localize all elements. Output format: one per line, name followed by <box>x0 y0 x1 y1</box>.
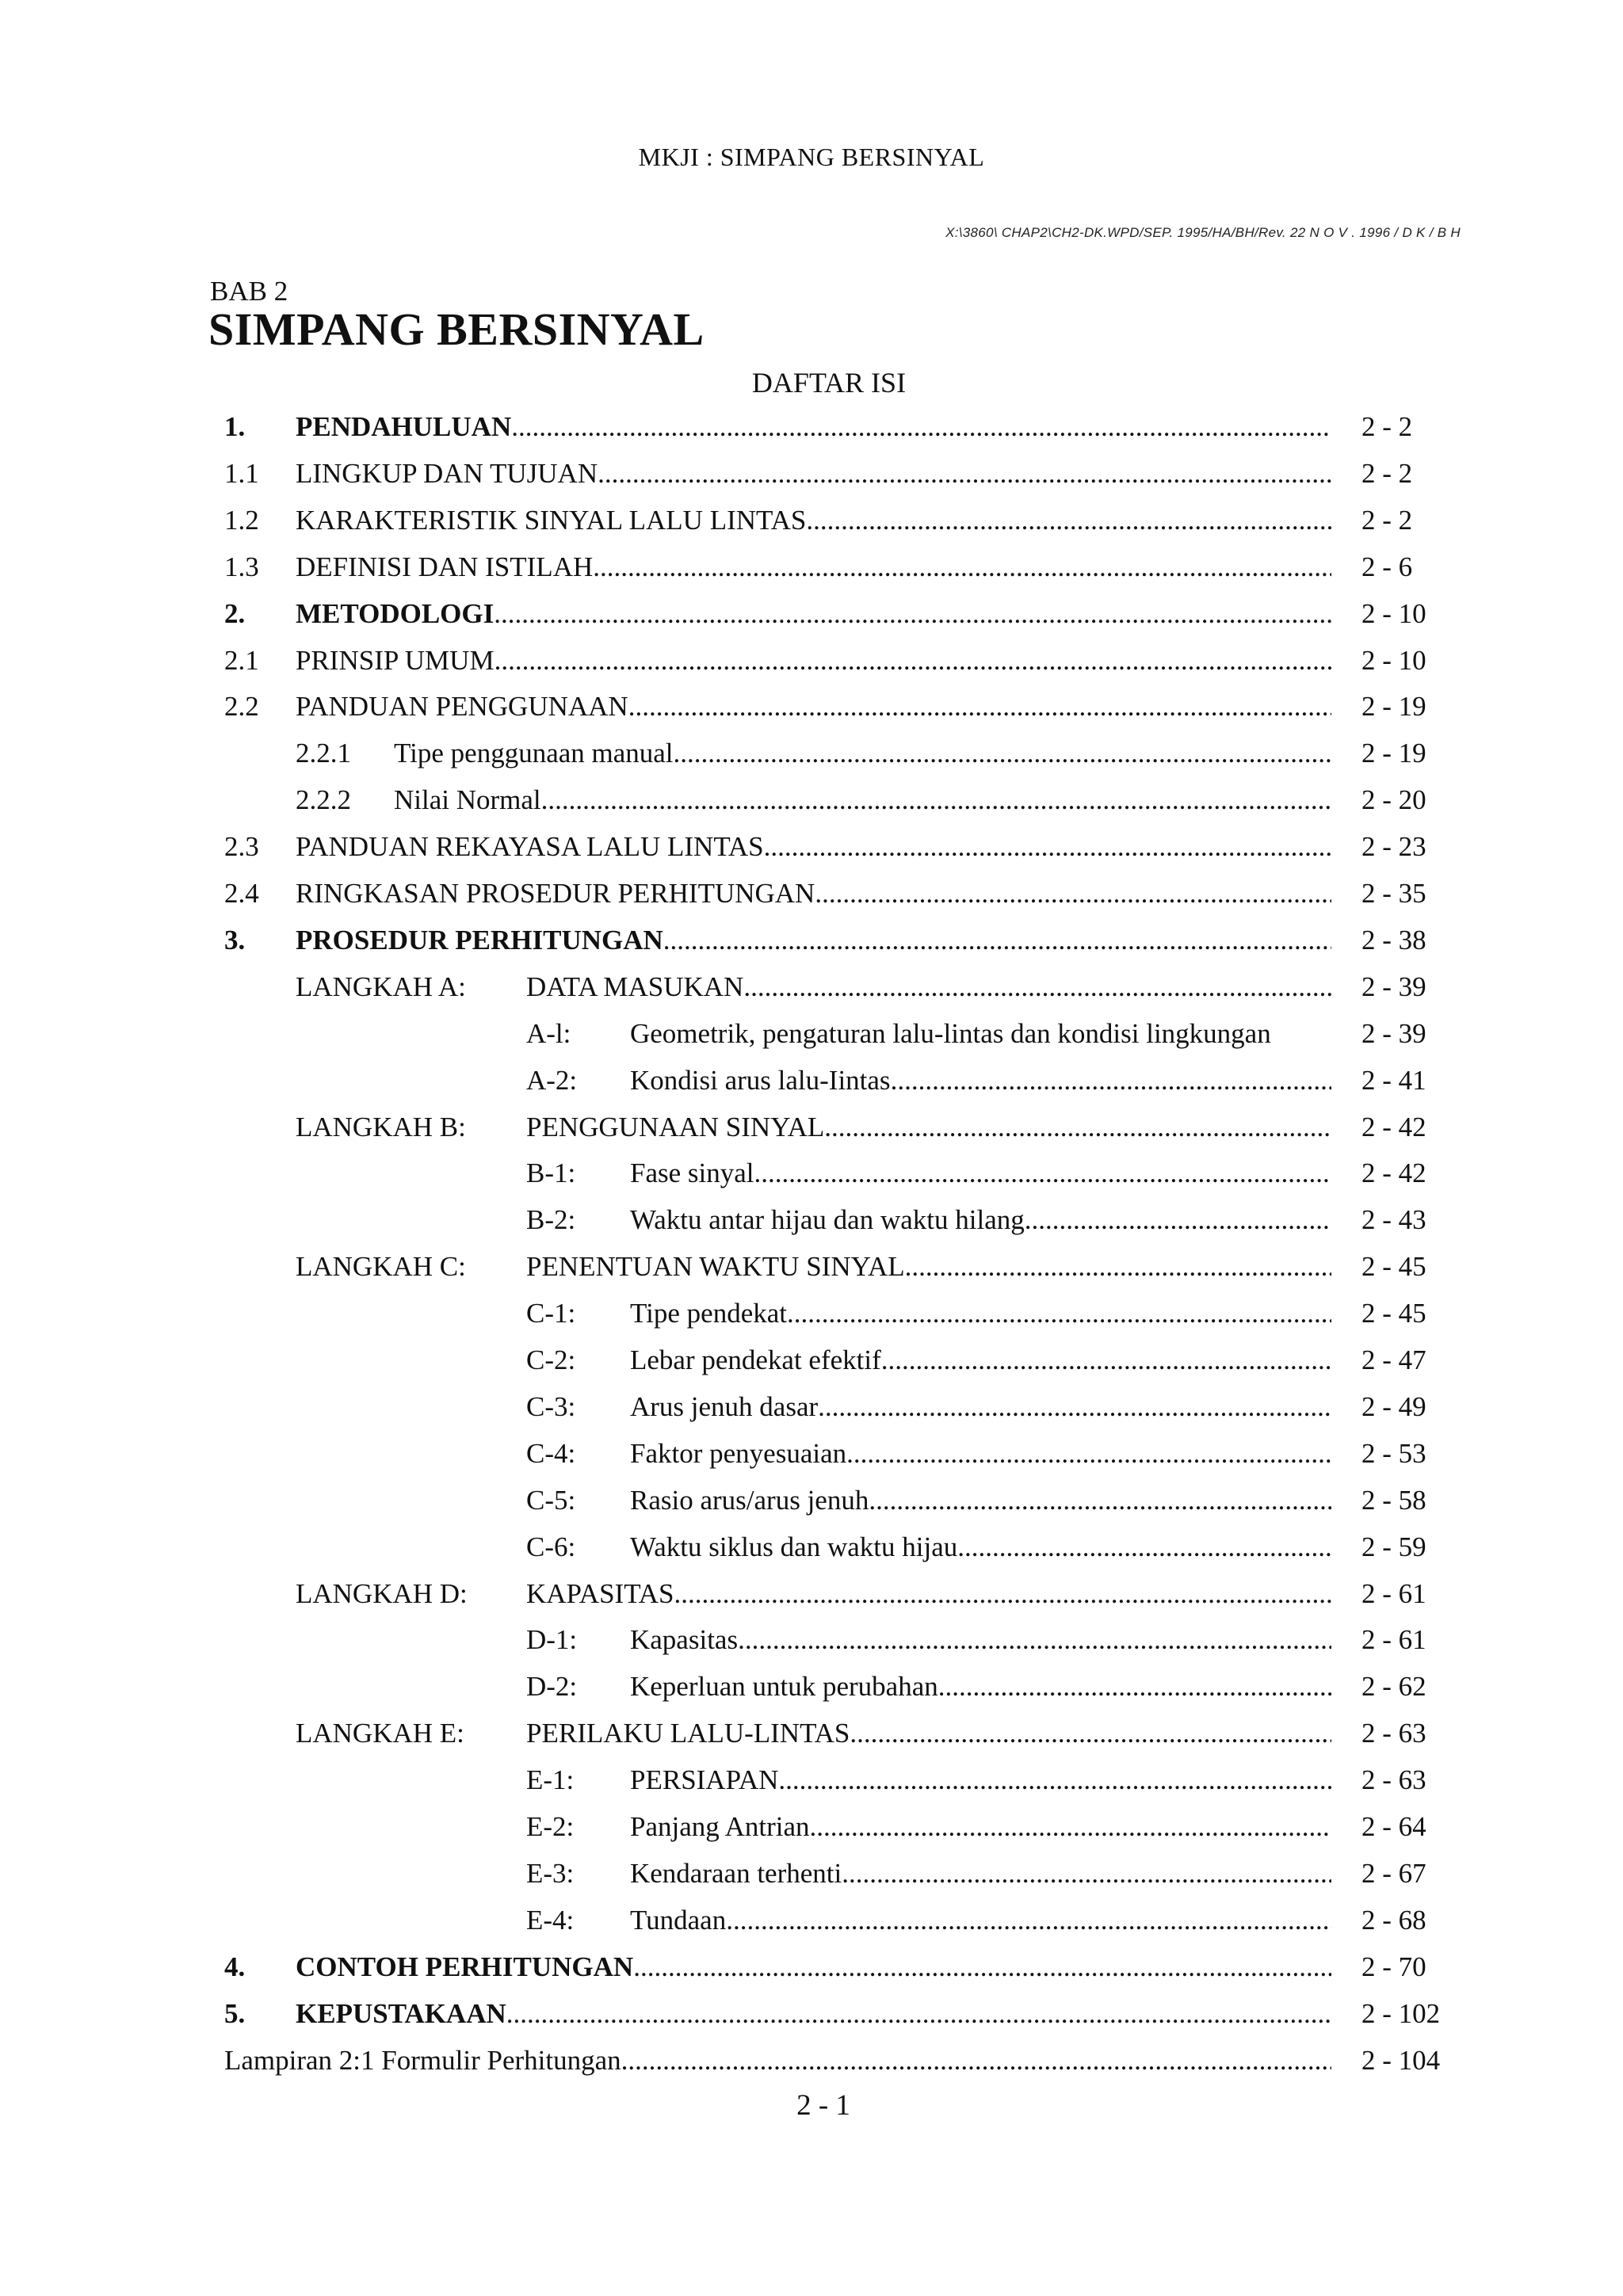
toc-number: 2.2.2 <box>296 784 351 816</box>
toc-page-number: 2 - 63 <box>1361 1718 1426 1749</box>
toc-entry <box>394 730 1331 776</box>
toc-entry <box>296 591 1331 637</box>
toc-row[interactable] <box>0 404 1623 450</box>
toc-entry <box>296 638 1331 684</box>
toc-entry <box>526 1244 1331 1290</box>
toc-entry-title: KAPASITAS <box>526 1577 674 1609</box>
toc-leader-dots <box>541 777 1331 823</box>
toc-number: 1.2 <box>224 504 259 536</box>
toc-entry-title: METODOLOGI <box>296 597 495 629</box>
toc-leader-dots <box>506 1991 1331 2037</box>
toc-entry-title: Fase sinyal <box>630 1158 754 1189</box>
toc-page-number: 2 - 35 <box>1361 878 1426 909</box>
toc-page-number: 2 - 47 <box>1361 1344 1426 1375</box>
toc-entry-title: Kapasitas <box>630 1624 739 1656</box>
toc-row[interactable] <box>0 591 1623 637</box>
toc-row[interactable] <box>0 2038 1623 2084</box>
toc-page-number: 2 - 41 <box>1361 1064 1426 1096</box>
toc-entry <box>224 2038 1331 2084</box>
toc-entry <box>630 1664 1331 1710</box>
toc-page-number: 2 - 45 <box>1361 1298 1426 1329</box>
toc-entry <box>296 871 1331 917</box>
toc-row[interactable] <box>0 1291 1623 1337</box>
toc-row[interactable] <box>0 638 1623 684</box>
toc-entry <box>630 1058 1331 1104</box>
toc-row[interactable] <box>0 1011 1623 1057</box>
toc-leader-dots <box>778 1757 1331 1803</box>
toc-row[interactable] <box>0 1150 1623 1196</box>
toc-number: LANGKAH B: <box>296 1111 466 1142</box>
toc-number: 2.1 <box>224 644 259 676</box>
toc-number: C-3: <box>526 1390 576 1422</box>
toc-row[interactable] <box>0 1664 1623 1710</box>
toc-page-number: 2 - 42 <box>1361 1111 1426 1142</box>
toc-number: 3. <box>224 924 246 955</box>
toc-entry-title: KARAKTERISTIK SINYAL LALU LINTAS <box>296 504 807 536</box>
toc-row[interactable] <box>0 1804 1623 1850</box>
toc-page-number: 2 - 23 <box>1361 831 1426 863</box>
toc-entry <box>296 544 1331 590</box>
toc-row[interactable] <box>0 777 1623 823</box>
toc-row[interactable] <box>0 824 1623 870</box>
toc-leader-dots <box>593 544 1331 590</box>
toc-entry <box>630 1524 1331 1570</box>
toc-page-number: 2 - 2 <box>1361 504 1413 536</box>
toc-page-number: 2 - 58 <box>1361 1484 1426 1516</box>
toc-page-number: 2 - 39 <box>1361 1017 1426 1049</box>
toc-entry <box>394 777 1331 823</box>
toc-entry <box>630 1617 1331 1663</box>
toc-number: D-2: <box>526 1671 578 1703</box>
toc-entry-title: DEFINISI DAN ISTILAH <box>296 551 594 582</box>
toc-entry-title: Nilai Normal <box>394 784 541 816</box>
file-reference: X:\3860\ CHAP2\CH2-DK.WPD/SEP. 1995/HA/BH/Rev. 22 N O V . 1996 / D K / B H <box>945 225 1461 240</box>
toc-leader-dots <box>806 498 1331 543</box>
toc-row[interactable] <box>0 451 1623 497</box>
toc-entry-title: CONTOH PERHITUNGAN <box>296 1951 634 1982</box>
toc-number: C-4: <box>526 1437 576 1469</box>
toc-entry <box>296 917 1331 963</box>
toc-row[interactable] <box>0 1524 1623 1570</box>
toc-number: 2.2 <box>224 691 259 723</box>
toc-page-number: 2 - 19 <box>1361 738 1426 769</box>
toc-entry <box>630 1337 1331 1383</box>
toc-entry-title: Keperluan untuk perubahan <box>630 1671 938 1703</box>
toc-page-number: 2 - 39 <box>1361 971 1426 1002</box>
toc-number: 4. <box>224 1951 246 1982</box>
toc-leader-dots <box>743 964 1331 1010</box>
toc-entry <box>630 1804 1331 1850</box>
toc-row[interactable] <box>0 1944 1623 1990</box>
toc-page-number: 2 - 20 <box>1361 784 1426 816</box>
toc-leader-dots <box>905 1244 1331 1290</box>
toc-number: 2.3 <box>224 831 259 863</box>
toc-row[interactable] <box>0 1431 1623 1477</box>
toc-leader-dots <box>957 1524 1331 1570</box>
toc-page-number: 2 - 42 <box>1361 1158 1426 1189</box>
toc-page-number: 2 - 6 <box>1361 551 1413 582</box>
toc-page-number: 2 - 10 <box>1361 644 1426 676</box>
toc-entry-title: Panjang Antrian <box>630 1811 810 1842</box>
toc-leader-dots <box>869 1478 1331 1524</box>
toc-number: C-1: <box>526 1298 576 1329</box>
toc-row[interactable] <box>0 684 1623 730</box>
toc-row[interactable] <box>0 498 1623 543</box>
toc-entry <box>296 498 1331 543</box>
toc-page-number: 2 - 70 <box>1361 1951 1426 1982</box>
toc-row[interactable] <box>0 1104 1623 1150</box>
toc-number: C-2: <box>526 1344 576 1375</box>
toc-number: E-1: <box>526 1764 575 1796</box>
toc-number: E-2: <box>526 1811 575 1842</box>
toc-page-number: 2 - 59 <box>1361 1531 1426 1562</box>
page-number: 2 - 1 <box>796 2089 850 2122</box>
toc-number: LANGKAH A: <box>296 971 466 1002</box>
toc-leader-dots <box>628 684 1331 730</box>
toc-number: C-5: <box>526 1484 576 1516</box>
toc-leader-dots <box>674 730 1331 776</box>
toc-leader-dots <box>726 1897 1331 1943</box>
toc-leader-dots <box>881 1337 1331 1383</box>
toc-leader-dots <box>511 404 1331 450</box>
chapter-title: SIMPANG BERSINYAL <box>208 303 705 355</box>
toc-entry-title: Geometrik, pengaturan lalu-lintas dan kondisi lingkungan <box>630 1017 1271 1049</box>
toc-entry <box>630 1291 1331 1337</box>
toc-page-number: 2 - 62 <box>1361 1671 1426 1703</box>
toc-row[interactable] <box>0 1851 1623 1897</box>
toc-row[interactable] <box>0 964 1623 1010</box>
toc-leader-dots <box>495 638 1331 684</box>
toc-number: B-2: <box>526 1204 576 1236</box>
toc-entry-title: Kondisi arus lalu-Iintas <box>630 1064 891 1096</box>
toc-entry-title: PRINSIP UMUM <box>296 644 495 676</box>
toc-page-number: 2 - 19 <box>1361 691 1426 723</box>
toc-entry-title: PENENTUAN WAKTU SINYAL <box>526 1251 905 1283</box>
toc-leader-dots <box>674 1571 1331 1617</box>
toc-entry <box>296 404 1331 450</box>
toc-leader-dots <box>824 1104 1331 1150</box>
toc-row[interactable] <box>0 1617 1623 1663</box>
toc-row[interactable] <box>0 1384 1623 1430</box>
toc-row[interactable] <box>0 1478 1623 1524</box>
chapter-label: BAB 2 <box>210 276 288 307</box>
toc-entry-title: Rasio arus/arus jenuh <box>630 1484 869 1516</box>
toc-heading: DAFTAR ISI <box>751 367 907 399</box>
toc-leader-dots <box>818 1384 1331 1430</box>
toc-entry <box>630 1150 1331 1196</box>
toc-entry-title: PROSEDUR PERHITUNGAN <box>296 924 663 955</box>
toc-entry-title: PANDUAN PENGGUNAAN <box>296 691 628 723</box>
toc-entry-title: PERSIAPAN <box>630 1764 779 1796</box>
toc-row[interactable] <box>0 1571 1623 1617</box>
toc-leader-dots <box>764 824 1331 870</box>
toc-number: LANGKAH E: <box>296 1718 464 1749</box>
toc-leader-dots <box>810 1804 1332 1850</box>
toc-entry-title: RINGKASAN PROSEDUR PERHITUNGAN <box>296 878 815 909</box>
toc-entry-title: LINGKUP DAN TUJUAN <box>296 457 598 489</box>
toc-entry <box>296 1991 1331 2037</box>
toc-page-number: 2 - 49 <box>1361 1390 1426 1422</box>
toc-entry-title: Faktor penyesuaian <box>630 1437 847 1469</box>
toc-entry-title: PERILAKU LALU-LINTAS <box>526 1718 850 1749</box>
toc-entry-title: Arus jenuh dasar <box>630 1390 819 1422</box>
toc-entry <box>296 1944 1331 1990</box>
toc-leader-dots <box>663 917 1331 963</box>
toc-entry-title: Kendaraan terhenti <box>630 1857 842 1889</box>
toc-row[interactable] <box>0 871 1623 917</box>
toc-entry <box>296 824 1331 870</box>
toc-leader-dots <box>891 1058 1331 1104</box>
toc-entry <box>526 1104 1331 1150</box>
toc-leader-dots <box>494 591 1331 637</box>
toc-number: 1.1 <box>224 457 259 489</box>
toc-number: 2. <box>224 597 246 629</box>
toc-number: 5. <box>224 1997 246 2029</box>
toc-number: A-2: <box>526 1064 578 1096</box>
toc-row[interactable] <box>0 917 1623 963</box>
toc-row[interactable] <box>0 1058 1623 1104</box>
toc-page-number: 2 - 68 <box>1361 1904 1426 1936</box>
toc-entry <box>630 1478 1331 1524</box>
toc-leader-dots <box>598 451 1331 497</box>
toc-page-number: 2 - 104 <box>1361 2044 1441 2076</box>
toc-entry <box>296 451 1331 497</box>
toc-leader-dots <box>846 1431 1331 1477</box>
toc-entry <box>630 1757 1331 1803</box>
toc-leader-dots <box>621 2038 1331 2084</box>
toc-entry-title: Waktu siklus dan waktu hijau <box>630 1531 958 1562</box>
toc-page-number: 2 - 53 <box>1361 1437 1426 1469</box>
toc-leader-dots <box>787 1291 1331 1337</box>
toc-leader-dots <box>754 1150 1331 1196</box>
toc-number: 1.3 <box>224 551 259 582</box>
toc-entry <box>526 1571 1331 1617</box>
toc-page-number: 2 - 2 <box>1361 411 1413 442</box>
toc-number: B-1: <box>526 1158 576 1189</box>
toc-entry-title: PANDUAN REKAYASA LALU LINTAS <box>296 831 764 863</box>
toc-row[interactable] <box>0 1897 1623 1943</box>
toc-entry-title: Tipe pendekat <box>630 1298 787 1329</box>
toc-entry-title: DATA MASUKAN <box>526 971 744 1002</box>
toc-page-number: 2 - 67 <box>1361 1857 1426 1889</box>
toc-entry-title: Lebar pendekat efektif <box>630 1344 881 1375</box>
toc-entry <box>526 1711 1331 1756</box>
toc-page-number: 2 - 61 <box>1361 1577 1426 1609</box>
toc-number: D-1: <box>526 1624 578 1656</box>
toc-entry <box>630 1384 1331 1430</box>
toc-page-number: 2 - 63 <box>1361 1764 1426 1796</box>
toc-page-number: 2 - 45 <box>1361 1251 1426 1283</box>
toc-leader-dots <box>842 1851 1331 1897</box>
toc-entry-title: PENGGUNAAN SINYAL <box>526 1111 825 1142</box>
toc-page-number: 2 - 2 <box>1361 457 1413 489</box>
toc-entry <box>630 1197 1331 1243</box>
toc-number: E-3: <box>526 1857 575 1889</box>
toc-leader-dots <box>738 1617 1331 1663</box>
toc-entry-title: KEPUSTAKAAN <box>296 1997 506 2029</box>
toc-entry <box>630 1897 1331 1943</box>
toc-row[interactable] <box>0 1197 1623 1243</box>
toc-number: E-4: <box>526 1904 575 1936</box>
toc-page-number: 2 - 10 <box>1361 597 1426 629</box>
toc-leader-dots <box>1025 1197 1331 1243</box>
toc-entry-title: Tundaan <box>630 1904 727 1936</box>
toc-leader-dots <box>633 1944 1331 1990</box>
toc-number: C-6: <box>526 1531 576 1562</box>
toc-row[interactable] <box>0 1337 1623 1383</box>
toc-number: LANGKAH D: <box>296 1577 468 1609</box>
toc-entry <box>630 1011 1331 1057</box>
toc-number: 2.4 <box>224 878 259 909</box>
toc-number: 1. <box>224 411 246 442</box>
toc-number: LANGKAH C: <box>296 1251 466 1283</box>
toc-row[interactable] <box>0 1991 1623 2037</box>
toc-page-number: 2 - 61 <box>1361 1624 1426 1656</box>
toc-row[interactable] <box>0 544 1623 590</box>
toc-row[interactable] <box>0 1757 1623 1803</box>
toc-number: A-l: <box>526 1017 571 1049</box>
toc-entry <box>526 964 1331 1010</box>
toc-leader-dots <box>938 1664 1331 1710</box>
running-header: MKJI : SIMPANG BERSINYAL <box>638 143 985 171</box>
toc-row[interactable] <box>0 1711 1623 1756</box>
toc-entry-title: Lampiran 2:1 Formulir Perhitungan <box>224 2044 621 2076</box>
toc-page-number: 2 - 102 <box>1361 1997 1441 2029</box>
toc-page-number: 2 - 38 <box>1361 924 1426 955</box>
toc-leader-dots <box>1271 1011 1331 1057</box>
toc-leader-dots <box>815 871 1331 917</box>
toc-number: 2.2.1 <box>296 738 351 769</box>
toc-page-number: 2 - 43 <box>1361 1204 1426 1236</box>
toc-entry <box>296 684 1331 730</box>
toc-entry <box>630 1431 1331 1477</box>
toc-entry-title: PENDAHULUAN <box>296 411 512 442</box>
toc-entry <box>630 1851 1331 1897</box>
toc-row[interactable] <box>0 730 1623 776</box>
toc-entry-title: Waktu antar hijau dan waktu hilang <box>630 1204 1025 1236</box>
toc-leader-dots <box>850 1711 1331 1756</box>
toc-entry-title: Tipe penggunaan manual <box>394 738 674 769</box>
toc-page-number: 2 - 64 <box>1361 1811 1426 1842</box>
toc-row[interactable] <box>0 1244 1623 1290</box>
